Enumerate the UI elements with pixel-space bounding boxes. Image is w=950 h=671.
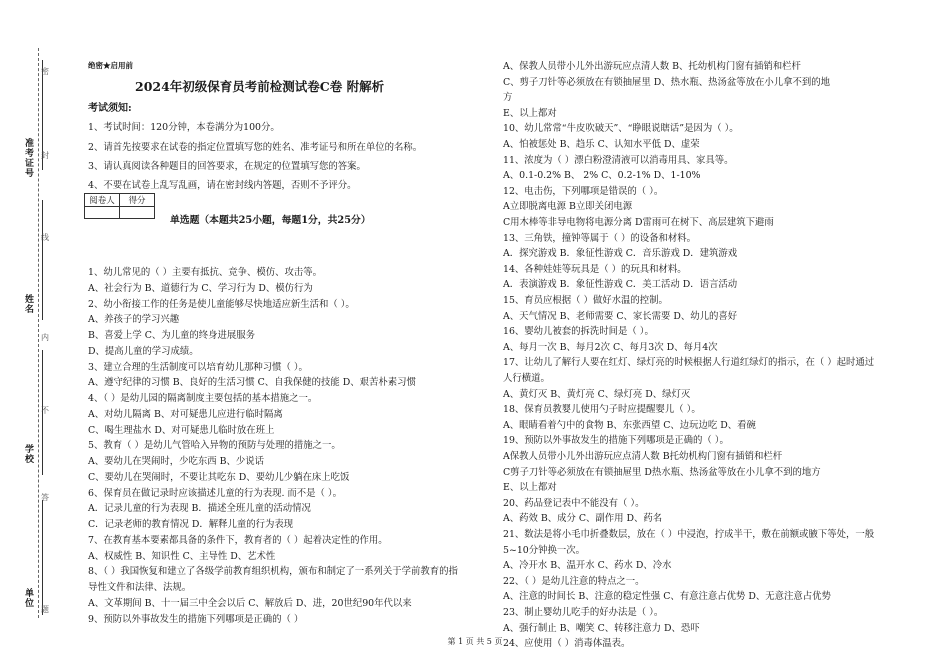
question-line: A、权威性 B、知识性 C、主导性 D、艺术性	[88, 550, 276, 562]
question-line: A、药效 B、成分 C、副作用 D、药名	[503, 513, 663, 525]
seal-char: 题	[41, 605, 49, 614]
question-line: A、0.1-0.2% B、 2% C、0.2-1% D、1-10%	[503, 170, 701, 182]
score-table-grader-label: 阅卷人	[85, 194, 120, 207]
question-line: A、养孩子的学习兴趣	[88, 314, 180, 326]
question-line: A、怕被惩处 B、趋乐 C、认知水平低 D、虚荣	[503, 139, 700, 150]
seal-char: 不	[41, 406, 49, 415]
question-line: A、天气情况 B、老师需要 C、家长需要 D、幼儿的喜好	[503, 310, 738, 322]
question-line: 8、（ ）我国恢复和建立了各级学前教育组织机构，颁布和制定了一系列关于学前教育的指	[88, 566, 458, 578]
margin-label-unit: 单位	[23, 588, 33, 608]
question-line: A、强行制止 B、嘲笑 C、转移注意力 D、恐吓	[503, 622, 700, 634]
question-line: 22、（ ）是幼儿注意的特点之一。	[503, 575, 645, 587]
score-table-grader-cell[interactable]	[85, 207, 120, 219]
question-line: A、社会行为 B、道德行为 C、学习行为 D、模仿行为	[88, 282, 313, 294]
margin-label-name: 姓名	[23, 294, 33, 314]
question-line: 5~10分钟换一次。	[503, 544, 585, 556]
question-line: 9、预防以外事故发生的措施下列哪项是正确的（ ）	[88, 613, 304, 625]
question-line: 13、三角铁，撞钟等属于（ ）的设备和材料。	[503, 232, 697, 244]
question-line: 16、婴幼儿被套的拆洗时间是（ ）。	[503, 326, 654, 338]
instruction-item: 1、考试时间：120分钟，本卷满分为100分。	[88, 122, 280, 133]
seal-char: 封	[41, 151, 49, 160]
question-line: C剪子刀针等必须放在有锁抽屉里 D热水瓶、热汤盆等放在小儿拿不到的地方	[503, 466, 821, 478]
question-line: 5、教育（ ）是幼儿气管哈入异物的预防与处理的措施之一。	[88, 440, 341, 452]
seal-char: 线	[41, 233, 49, 242]
question-line: A、遵守纪律的习惯 B、良好的生活习惯 C、自我保健的技能 D、艰苦朴素习惯	[88, 377, 416, 389]
question-line: 10、幼儿常常“牛皮吹破天”、“睁眼说瞎话”是因为（ ）。	[503, 123, 739, 135]
question-line: 17、让幼儿了解行人要在红灯、绿灯亮的时候根据人行道红绿灯的指示，在（ ）起时通过	[503, 357, 875, 369]
question-line: B、喜爱上学 C、为儿童的终身进展服务	[88, 330, 256, 341]
question-line: 人行横道。	[503, 373, 550, 384]
question-line: 20、药品登记表中不能没有（ ）。	[503, 497, 645, 509]
question-line: 2、幼小衔接工作的任务是使儿童能够尽快地适应新生活和（ ）。	[88, 298, 355, 310]
question-line: E、以上都对	[503, 482, 557, 494]
question-line: A、每月一次 B、每月2次 C、每月3次 D、每月4次	[503, 341, 718, 353]
score-table	[84, 193, 155, 219]
instructions-heading: 考试须知:	[88, 103, 132, 114]
question-line: 6、保育员在做记录时应该描述儿童的行为表现. 而不是（ ）。	[88, 487, 342, 499]
question-line: C用木棒等非导电物将电源分离 D雷雨可在树下、高层建筑下避雨	[503, 217, 774, 228]
question-line: D、提高儿童的学习成绩。	[88, 345, 199, 357]
question-line: C．记录老师的教育情况 D．解释儿童的行为表现	[88, 519, 294, 530]
question-line: 3、建立合理的生活制度可以培育幼儿那种习惯（ ）。	[88, 361, 308, 373]
question-line: 14、各种娃娃等玩具是（ ）的玩具和材料。	[503, 263, 687, 275]
question-line: A．表演游戏 B．象征性游戏 C．美工活动 D．语言活动	[503, 279, 738, 291]
question-line: A、对幼儿隔离 B、对可疑患儿应进行临时隔离	[88, 408, 283, 420]
question-line: C、剪子刀针等必须放在有锁抽屉里 D、热水瓶、热汤盆等放在小儿拿不到的地	[503, 76, 831, 88]
question-line: 7、在教育基本要素都具备的条件下，教育者的（ ）起着决定性的作用。	[88, 534, 388, 546]
seal-char: 答	[41, 493, 49, 502]
question-line: C、喝生理盐水 D、对可疑患儿临时放在班上	[88, 424, 275, 436]
seal-char: 密	[41, 67, 49, 76]
question-line: A立即脱离电源 B立即关闭电源	[503, 201, 633, 213]
question-line: 23、制止婴幼儿吃手的好办法是（ ）。	[503, 607, 664, 618]
question-line: A．记录儿童的行为表现 B．描述全班儿童的活动情况	[88, 503, 311, 515]
question-line: A、眼睛看着勺中的食物 B、东张西望 C、边玩边吃 D、看碗	[503, 419, 756, 431]
question-line: 12、电击伤，下列哪项是错误的（ ）。	[503, 185, 664, 197]
seal-dashed-line	[38, 48, 39, 618]
question-line: A．探究游戏 B．象征性游戏 C．音乐游戏 D．建筑游戏	[503, 248, 738, 260]
instruction-item: 3、请认真阅读各种题目的回答要求，在规定的位置填写您的答案。	[88, 161, 366, 172]
question-line: 4、（ ）是幼儿园的隔离制度主要包括的基本措施之一。	[88, 393, 318, 404]
instruction-item: 2、请首先按要求在试卷的指定位置填写您的姓名、准考证号和所在单位的名称。	[88, 142, 423, 153]
margin-label-school: 学校	[23, 444, 33, 464]
name-fill-line	[42, 200, 43, 320]
section-heading: 单选题（本题共25小题，每题1分，共25分）	[170, 215, 371, 226]
margin-label-exam-id: 准考证号	[23, 138, 33, 178]
unit-fill-line	[42, 500, 43, 615]
question-line: 导性文件和法律、法规。	[88, 582, 192, 593]
question-line: 24、应使用（ ）消毒体温表。	[503, 638, 631, 650]
question-line: A、黄灯灭 B、黄灯亮 C、绿灯亮 D、绿灯灭	[503, 388, 691, 400]
question-line: E、以上都对	[503, 107, 557, 119]
question-line: 11、浓度为（ ）漂白粉澄清液可以消毒用具、家具等。	[503, 154, 734, 166]
question-line: 21、数法是将小毛巾折叠数层，放在（ ）中浸泡，拧成半干，敷在前额或腋下等处，一般	[503, 529, 875, 540]
secret-tag: 绝密★启用前	[88, 61, 133, 70]
page-footer: 第 1 页 共 5 页	[447, 637, 503, 646]
question-line: A保教人员带小儿外出游玩应点清人数 B托幼机构门窗有插销和栏杆	[503, 451, 783, 462]
question-line: A、保教人员带小儿外出游玩应点清人数 B、托幼机构门窗有插销和栏杆	[503, 61, 801, 72]
question-line: 1、幼儿常见的（ ）主要有抵抗、竞争、模仿、攻击等。	[88, 267, 322, 278]
question-line: 15、育员应根据（ ）做好水温的控制。	[503, 295, 668, 306]
question-line: 19、预防以外事故发生的措施下列哪项是正确的（ ）。	[503, 435, 729, 447]
instruction-item: 4、不要在试卷上乱写乱画，请在密封线内答题，否则不予评分。	[88, 180, 357, 191]
question-line: A、要幼儿在哭闹时，少吃东西 B、少说话	[88, 456, 265, 467]
question-line: 18、保育员教婴儿使用勺子时应提醒婴儿（ ）。	[503, 404, 701, 416]
score-table-score-label: 得分	[120, 194, 155, 207]
question-line: C、要幼儿在哭闹时，不要让其吃东 D、要幼儿少躺在床上吃饭	[88, 471, 350, 483]
question-line: A、注意的时间长 B、注意的稳定性强 C、有意注意占优势 D、无意注意占优势	[503, 591, 831, 603]
question-line: 方	[503, 92, 513, 104]
question-line: A、文革期间 B、十一届三中全会以后 C、解放后 D、进，20世纪90年代以来	[88, 597, 412, 609]
page-title: 2024年初级保育员考前检测试卷C卷 附解析	[135, 79, 385, 94]
seal-char: 内	[41, 333, 49, 342]
question-line: A、冷开水 B、温开水 C、药水 D、冷水	[503, 560, 672, 572]
score-table-score-cell[interactable]	[120, 207, 155, 219]
